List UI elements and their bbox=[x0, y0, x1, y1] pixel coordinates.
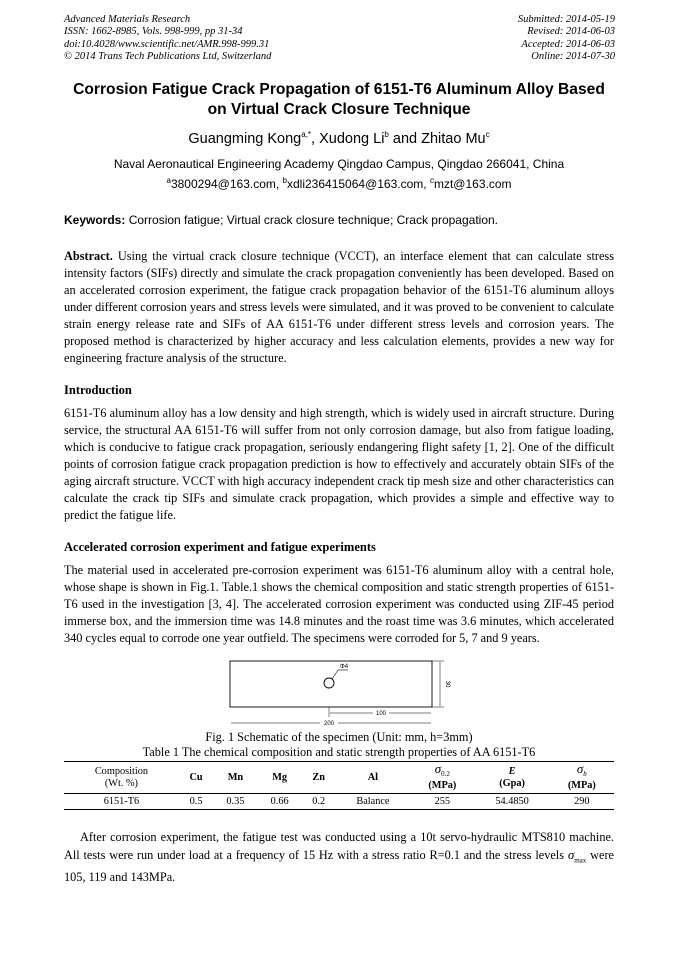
keywords-text: Corrosion fatigue; Virtual crack closure technique; Crack propagation. bbox=[125, 213, 498, 227]
copyright: © 2014 Trans Tech Publications Ltd, Switzerland bbox=[64, 50, 272, 62]
experiment-paragraph: The material used in accelerated pre-corrosion experiment was 6151-T6 aluminum alloy with a central hole, whose shape is shown in Fig.1. Table.1 shows the chemical composition and static strength properties of 6151-T6 used in the investigation [3, 4]. The accelerated corrosion experiment was conducted using ZIF-45 period immerse box, and the immersion time was 14.8 minutes and the roast time was 3.6 minutes, which accelerated 340 cycles equal to corrode one year outfield. The specimens were corroded for 5, 7 and 9 years. bbox=[64, 563, 614, 645]
email-a-sup: a bbox=[166, 176, 171, 185]
cell-alloy: 6151-T6 bbox=[103, 796, 140, 808]
hole-label: Φ4 bbox=[340, 664, 349, 670]
affiliation: Naval Aeronautical Engineering Academy Qingdao Campus, Qingdao 266041, China bbox=[113, 157, 565, 171]
keywords-label: Keywords: bbox=[64, 213, 126, 227]
abstract-text: Using the virtual crack closure technique (VCCT), an interface element that can calculate stress intensity factors (SIFs) directly and simulate the crack propagation conveniently has been developed. Based on an accelerated corrosion experiment, the fatigue crack propagation behavior of the 6151-T6 aluminum alloys under different corrosion years and stress levels were simulated, and it was proved to be convenient to calculate strain energy release rate and SIFs of AA 6151-T6 under different stress levels and corrosion years. The proposed method is characterized by higher accuracy and less calculation elements, provides a new way for engineering fracture analysis of the structure. bbox=[64, 249, 614, 365]
cell-sigma02: 255 bbox=[434, 796, 451, 808]
submitted-date: Submitted: 2014-05-19 bbox=[517, 14, 615, 25]
intro-heading: Introduction bbox=[64, 383, 132, 397]
cell-zn: 0.2 bbox=[312, 796, 326, 808]
header-composition: Composition (Wt. %) bbox=[64, 762, 179, 794]
specimen-outline bbox=[230, 661, 432, 707]
cell-mn: 0.35 bbox=[226, 796, 245, 808]
revised-date: Revised: 2014-06-03 bbox=[527, 26, 615, 38]
table-caption: Table 1 The chemical composition and static strength properties of AA 6151-T6 bbox=[142, 745, 536, 759]
cell-mg: 0.66 bbox=[270, 796, 289, 808]
title-line-2: on Virtual Crack Closure Technique bbox=[207, 101, 471, 118]
author-3-sup: c bbox=[485, 130, 490, 140]
journal-info bbox=[64, 14, 271, 63]
table-row bbox=[64, 794, 614, 810]
hole-leader bbox=[332, 670, 338, 679]
intro-paragraph: 6151-T6 aluminum alloy has a low density and high strength, which is widely used in aircraft structure. During service, the structural AA 6151-T6 will suffer from not only corrosion damage, but also from fatigue loading, which is conducive to fatigue crack propagation, seriously endangering flight safety [1, 2]. One of the difficult points of corrosion fatigue crack propagation prediction is how to effectively and accurately obtain SIFs of the aging aircraft structure. VCCT with high accuracy independent crack tip mesh size and other characteristics can calculate the crack tip SIFs and simulate crack propagation, which provides a simple and effective way to predict the fatigue life. bbox=[64, 406, 614, 522]
authors bbox=[0, 131, 678, 147]
half-label: 100 bbox=[375, 711, 387, 717]
email-c-sup: c bbox=[429, 176, 434, 185]
header-cu: Cu bbox=[179, 762, 213, 794]
title-line-1: Corrosion Fatigue Crack Propagation of 6151-T6 Aluminum Alloy Based bbox=[73, 81, 605, 98]
email-b-sup: b bbox=[282, 176, 287, 185]
table-header-row bbox=[64, 762, 614, 794]
doi: doi:10.4028/www.scientific.net/AMR.998-999.31 bbox=[64, 38, 270, 50]
final-paragraph bbox=[64, 829, 614, 886]
email-b: xdli236415064@163.com, bbox=[287, 177, 430, 191]
header-e: E (Gpa) bbox=[474, 762, 549, 794]
journal-name: Advanced Materials Research bbox=[64, 14, 191, 25]
header-zn: Zn bbox=[302, 762, 336, 794]
paper-title bbox=[40, 80, 638, 120]
issn: ISSN: 1662-8985, Vols. 998-999, pp 31-34 bbox=[64, 26, 243, 38]
header-al: Al bbox=[336, 762, 411, 794]
online-date: Online: 2014-07-30 bbox=[531, 50, 615, 62]
keywords bbox=[64, 213, 624, 227]
cell-cu: 0.5 bbox=[189, 796, 203, 808]
header-mg: Mg bbox=[258, 762, 302, 794]
author-1-sup: a,* bbox=[301, 130, 312, 140]
header-sigmab: $\sigma_b$ (MPa) bbox=[550, 762, 614, 794]
cell-sigmab: 290 bbox=[574, 796, 590, 808]
cell-e: 54.4850 bbox=[495, 796, 529, 808]
height-label: 30 bbox=[444, 680, 450, 688]
figure-caption: Fig. 1 Schematic of the specimen (Unit: mm, h=3mm) bbox=[205, 730, 473, 744]
accepted-date: Accepted: 2014-06-03 bbox=[521, 38, 615, 50]
author-2: , Xudong Li bbox=[311, 131, 385, 147]
composition-table bbox=[64, 761, 614, 810]
sigma-max-sub: max bbox=[574, 856, 587, 865]
author-1: Guangming Kong bbox=[188, 131, 302, 147]
email-a: 3800294@163.com, bbox=[170, 177, 283, 191]
central-hole bbox=[324, 678, 334, 688]
experiment-heading: Accelerated corrosion experiment and fatigue experiments bbox=[64, 540, 376, 554]
abstract bbox=[64, 248, 614, 367]
sigma-max-symbol: σ bbox=[567, 847, 575, 862]
final-text-1: After corrosion experiment, the fatigue test was conducted using a 10t servo-hydraulic MTS810 machine. All tests were run under load at a frequency of 15 Hz with a stress ratio R=0.1 and the stress levels bbox=[64, 830, 614, 862]
header-mn: Mn bbox=[213, 762, 257, 794]
dates-info bbox=[518, 14, 615, 63]
specimen-figure bbox=[228, 659, 454, 727]
header-sigma02: $\sigma_{0.2}$ (MPa) bbox=[410, 762, 474, 794]
abstract-label: Abstract. bbox=[64, 249, 113, 263]
cell-al: Balance bbox=[356, 796, 390, 808]
final-text-2: were 105, 119 and 143MPa. bbox=[64, 848, 614, 885]
email-c: mzt@163.com bbox=[433, 177, 512, 191]
emails bbox=[0, 177, 678, 191]
author-3: and Zhitao Mu bbox=[388, 131, 486, 147]
length-label: 200 bbox=[323, 721, 335, 727]
author-2-sup: b bbox=[384, 130, 389, 140]
